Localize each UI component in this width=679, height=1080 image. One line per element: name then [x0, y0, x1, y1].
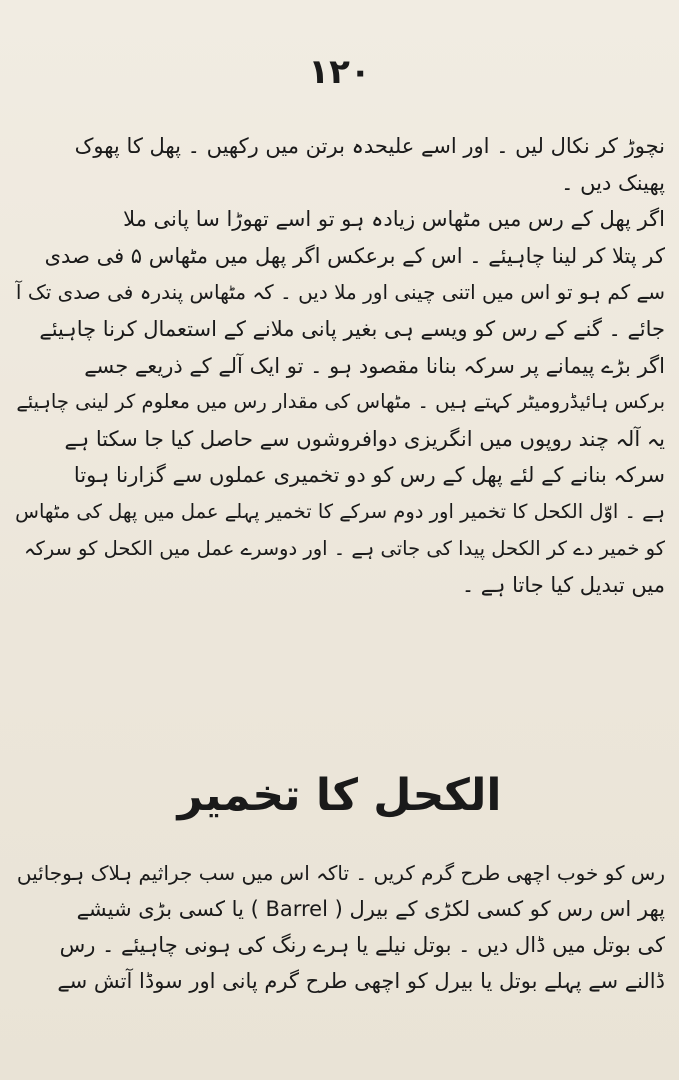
text-line: پھر اس رس کو کسی لکڑی کے بیرل ( Barrel ) یا کسی بڑی شیشے — [76, 897, 665, 921]
text-line: ڈالنے سے پہلے بوتل یا بیرل کو اچھی طرح گرم پانی اور سوڈا آتش سے — [57, 969, 665, 993]
section-heading: الکحل کا تخمیر — [177, 770, 502, 821]
text-line: کو خمیر دے کر الکحل پیدا کی جاتی ہے ۔ اور دوسرے عمل میں الکحل کو سرکہ — [24, 536, 665, 560]
text-line: کی بوتل میں ڈال دیں ۔ بوتل نیلے یا ہرے رنگ کی ہونی چاہیئے ۔ رس — [59, 933, 665, 957]
text-line: نچوڑ کر نکال لیں ۔ اور اسے علیحدہ برتن میں رکھیں ۔ پھل کا پھوک — [74, 134, 665, 158]
text-line: جائے ۔ گنے کے رس کو ویسے ہی بغیر پانی ملانے کے استعمال کرنا چاہیئے — [39, 316, 665, 341]
page-number: ۱۲۰ — [308, 52, 371, 92]
text-line: اگر بڑے پیمانے پر سرکہ بنانا مقصود ہو ۔ تو ایک آلے کے ذریعے جسے — [84, 353, 665, 378]
paragraph-bottom — [14, 855, 665, 999]
paragraph-top — [14, 128, 665, 604]
text-line: برکس ہائیڈرومیٹر کہتے ہیں ۔ مٹھاس کی مقدار رس میں معلوم کر لینی چاہیئے — [16, 390, 665, 414]
text-line: ہے ۔ اوّل الکحل کا تخمیر اور دوم سرکے کا تخمیر پہلے عمل میں پھل کی مٹھاس — [15, 499, 665, 523]
text-line: پھینک دیں ۔ — [561, 170, 665, 195]
text-line: سے کم ہو تو اس میں اتنی چینی اور ملا دیں ۔ کہ مٹھاس پندرہ فی صدی تک آ — [15, 280, 665, 305]
text-line: رس کو خوب اچھی طرح گرم کریں ۔ تاکہ اس میں سب جراثیم ہلاک ہوجائیں — [16, 861, 665, 885]
text-line: کر پتلا کر لینا چاہیئے ۔ اس کے برعکس اگر پھل میں مٹھاس ۵ فی صدی — [44, 243, 665, 268]
text-line: یہ آلہ چند روپوں میں انگریزی دوافروشوں سے حاصل کیا جا سکتا ہے — [64, 426, 665, 451]
text-line: میں تبدیل کیا جاتا ہے ۔ — [461, 573, 665, 598]
text-line: سرکہ بنانے کے لئے پھل کے رس کو دو تخمیری عملوں سے گزارنا ہوتا — [73, 463, 665, 488]
text-line: اگر پھل کے رس میں مٹھاس زیادہ ہو تو اسے تھوڑا سا پانی ملا — [123, 207, 665, 232]
